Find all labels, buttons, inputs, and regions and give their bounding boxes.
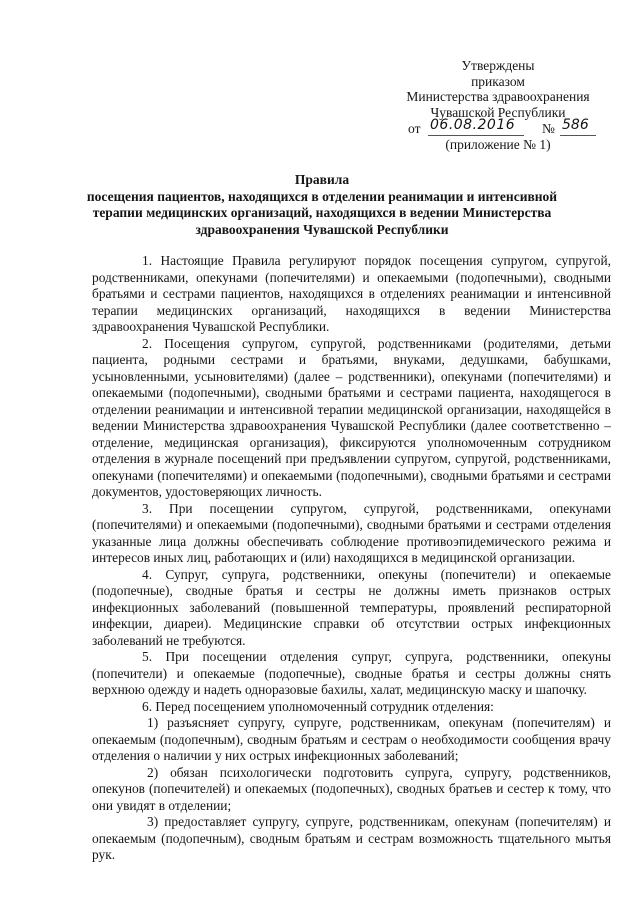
order-date-handwritten: 06.08.2016 [430, 117, 516, 134]
paragraph-3: 3. При посещении супругом, супругой, родственниками, опекунами (попечителями) и опекаемыми (подопечными), сводными братьями и сестрами отделения указанные лица должны обеспечивать соблюдение противоэпидемического режима и интересов иных лиц, работающих и (или) находящихся в медицинской организации. [92, 500, 611, 565]
order-number-label: № [542, 121, 555, 137]
order-number-handwritten: 586 [562, 117, 589, 134]
paragraph-2: 2. Посещения супругом, супругой, родственниками (родителями, детьми пациента, родными сестрами и братьями, внуками, дедушками, бабушками, усыновленными, усыновителями) (далее – родственники), опекунами (попечителями) и опекаемыми (подопечными), сводными братьями и сестрами пациента, находящегося в отделении реанимации и интенсивной терапии медицинской организации, находящейся в ведении Министерства здравоохранения Чувашской Республики (далее соответственно – отделение, медицинская организация), фиксируются уполномоченным сотрудником отделения в журнале посещений при предъявлении супругом, супругой, родственниками, опекунами (попечителями) и опекаемыми (подопечными), сводными братьями и сестрами документов, удостоверяющих личность. [92, 335, 611, 499]
approval-approved: Утверждены [461, 58, 535, 73]
list-item-2: 2) обязан психологически подготовить супруга, супругу, родственников, опекунов (попечителей) и опекаемых (подопечных), сводных братьев и сестер к тому, что они увидят в отделении; [92, 764, 611, 813]
order-from-label: от [408, 121, 421, 137]
paragraph-5: 5. При посещении отделения супруг, супруга, родственники, опекуны (попечители) и опекаемые (подопечные), сводные братья и сестры должны снять верхнюю одежду и надеть одноразовые бахилы, халат, медицинскую маску и шапочку. [92, 649, 611, 697]
approval-republic: Чувашской Республики [430, 104, 566, 120]
paragraph-4: 4. Супруг, супруга, родственники, опекуны (попечители) и опекаемые (подопечные), сводные братья и сестры не должны иметь признаков острых инфекционных заболеваний (повышенной температуры, проявлений респираторной инфекции, диареи). Медицинские справки об отсутствии острых инфекционных заболеваний не требуются. [92, 566, 611, 648]
approval-by-order: приказом [471, 73, 525, 89]
number-underline [560, 135, 596, 136]
list-item-3: 3) предоставляет супругу, супруге, родственникам, опекунам (попечителям) и опекаемым (подопечным), сводным братьям и сестрам возможность тщательного мытья рук. [92, 814, 611, 862]
paragraph-6: 6. Перед посещением уполномоченный сотрудник отделения: [142, 698, 494, 714]
approval-ministry: Министерства здравоохранения [406, 89, 590, 105]
title-heading: Правила [294, 172, 350, 187]
title-subtitle: посещения пациентов, находящихся в отделении реанимации и интенсивной терапии медицинских организаций, находящихся в ведении Министерства здравоохранения Чувашской Республики [86, 188, 558, 237]
approval-stamp [378, 58, 618, 153]
list-item-1: 1) разъясняет супругу, супруге, родственникам, опекунам (попечителям) и опекаемым (подопечным), сводным братьям и сестрам о необходимости сообщения врачу отделения о наличии у них острых инфекционных заболеваний; [92, 715, 611, 763]
date-underline [428, 135, 524, 136]
order-date-number [378, 117, 618, 137]
document-body [92, 253, 611, 864]
approval-appendix: (приложение № 1) [445, 137, 551, 153]
document-title [80, 172, 564, 238]
paragraph-1: 1. Настоящие Правила регулируют порядок посещения супругом, супругой, родственниками, опекунами (попечителями) и опекаемыми (подопечными), сводными братьями и сестрами пациентов, находящихся в отделениях реанимации и интенсивной терапии медицинских организаций, находящихся в ведении Министерства здравоохранения Чувашской Республики. [92, 253, 611, 334]
